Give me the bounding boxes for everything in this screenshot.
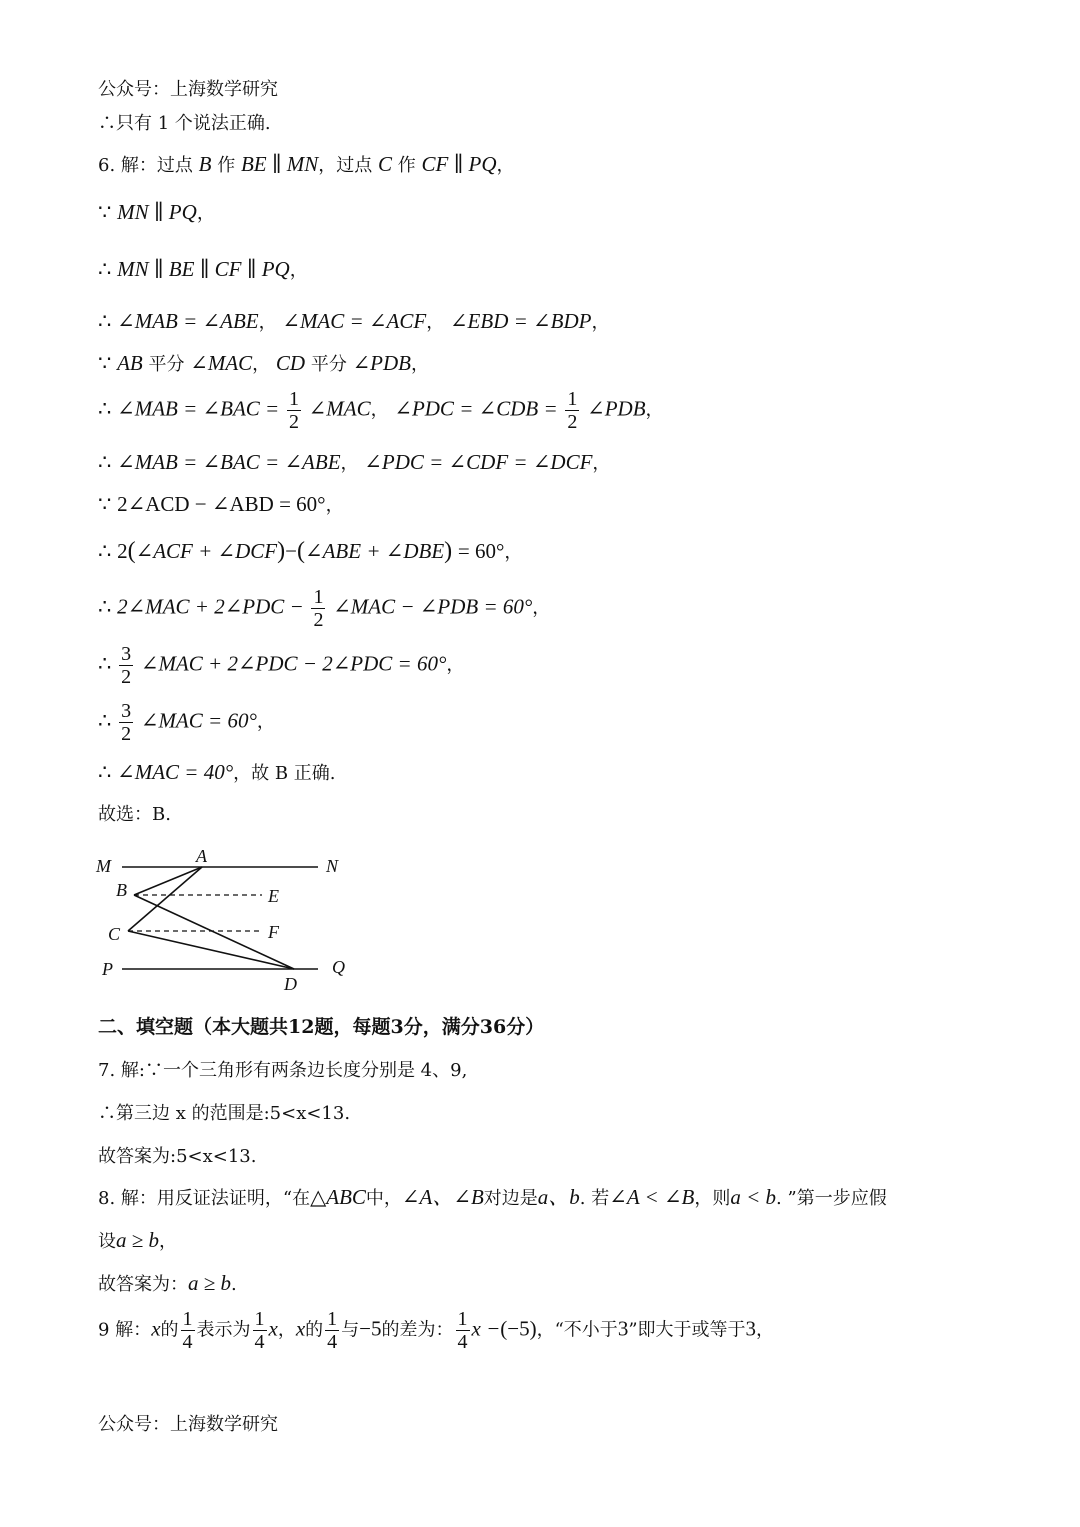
text: 平分 (148, 354, 185, 375)
q6-line-13 (98, 760, 336, 786)
formula: ∠PDC = ∠CDB = (394, 396, 558, 421)
text: ，故 B 正确. (233, 763, 336, 784)
paren-open: ( (296, 538, 305, 564)
therefore-symbol: ∴ (98, 309, 112, 333)
paren-close: ) (444, 538, 453, 564)
comma: ， (256, 711, 275, 733)
number: 3 (617, 1316, 629, 1341)
q6-line-8 (98, 492, 344, 518)
text: 设 (98, 1231, 116, 1252)
q6-answer: 故选：B. (98, 804, 171, 825)
point-b: B (198, 152, 212, 176)
comma: ， (252, 354, 271, 375)
q6-line-4 (98, 309, 609, 335)
text: ，则 (694, 1188, 731, 1209)
coefficient: 2 (117, 539, 128, 563)
q7-line-1: 7. 解:∵一个三角形有两条边长度分别是 4、9, (98, 1060, 468, 1081)
q6-line-7 (98, 450, 610, 476)
fraction-quarter: $\frac{1}{4}$ (254, 1308, 265, 1353)
q6-intro: 6. 解：过点 (98, 155, 193, 176)
formula: 2∠ACD − ∠ABD = 60° (117, 492, 326, 516)
q8-line-2 (98, 1228, 177, 1254)
heading-text: 二、填空题（本大题共 (98, 1016, 289, 1038)
q6-verb-2: 作 (397, 155, 416, 176)
therefore-symbol: ∴ (98, 594, 112, 619)
comma: ， (496, 155, 515, 176)
text: 8. 解：用反证法证明，“在 (98, 1188, 311, 1209)
formula: MN ∥ PQ (117, 200, 197, 224)
formula: a ≥ b (116, 1228, 160, 1252)
q5-conclusion: ∴只有 1 个说法正确. (98, 113, 271, 134)
fraction-half: $\frac{1}{2}$ (288, 388, 299, 433)
heading-number: 12 (288, 1016, 315, 1038)
comma: ， (532, 597, 551, 619)
section-heading (98, 1015, 544, 1039)
text: . (231, 1274, 237, 1295)
q6-line-3 (98, 257, 308, 283)
comma: ， (258, 312, 277, 333)
formula: ∠A < ∠B (609, 1185, 695, 1209)
comma: ， (370, 399, 389, 421)
fraction-half: $\frac{1}{2}$ (567, 388, 578, 433)
text: ， (277, 1319, 296, 1341)
text: 平分 (310, 354, 347, 375)
formula: ∠ACF + ∠DCF (135, 539, 278, 563)
formula: x − (471, 1316, 501, 1341)
formula: ∠MAC = 60° (140, 708, 257, 733)
page-footer: 公众号：上海数学研究 (98, 1414, 278, 1435)
text: ，“不小于 (536, 1319, 618, 1341)
comma: ， (196, 203, 215, 224)
label-f: F (268, 922, 279, 942)
q7-line-2: ∴第三边 x 的范围是:5<x<13. (98, 1103, 351, 1124)
parallel-be-mn: BE ∥ MN (240, 152, 319, 176)
q8-line-3 (98, 1271, 237, 1297)
segment-ab (134, 867, 202, 895)
comma: ， (446, 654, 465, 676)
q6-line-11 (98, 643, 464, 688)
q6-line-10 (98, 586, 550, 631)
text: ， (159, 1231, 178, 1252)
comma: ， (591, 312, 610, 333)
number: 3 (745, 1316, 757, 1341)
comma: ， (645, 399, 664, 421)
formula: a ≥ b (188, 1271, 232, 1295)
text: 对边是 (483, 1188, 538, 1209)
point-c: C (378, 152, 393, 176)
fraction-quarter: $\frac{1}{4}$ (457, 1308, 468, 1353)
text: 与 (341, 1319, 360, 1341)
therefore-symbol: ∴ (98, 257, 112, 281)
formula: 2∠MAC + 2∠PDC − (117, 594, 304, 619)
geometry-diagram (90, 840, 370, 1000)
formula: AB (117, 351, 143, 375)
label-p: P (102, 959, 113, 979)
text: 9 解： (98, 1319, 152, 1341)
parallel-cf-pq: CF ∥ PQ (421, 152, 497, 176)
q6-line-6 (98, 388, 664, 433)
formula: ∠MAC = ∠ACF (282, 309, 427, 333)
formula: a < b (730, 1185, 777, 1209)
fraction-quarter: $\frac{1}{4}$ (327, 1308, 338, 1353)
label-b: B (116, 880, 127, 900)
label-a: A (196, 846, 207, 866)
formula: ∠PDC = ∠CDF = ∠DCF (364, 450, 593, 474)
q8-line-1 (98, 1185, 887, 1211)
fraction-three-halves: $\frac{3}{2}$ (121, 643, 132, 688)
formula: ∠MAC = 40° (117, 760, 234, 784)
text: 故答案为： (98, 1274, 188, 1295)
heading-number: 36 (479, 1016, 507, 1038)
comma: ， (325, 495, 344, 516)
text: 表示为 (196, 1319, 251, 1341)
heading-text: 分，满分 (403, 1016, 480, 1038)
therefore-symbol: ∴ (98, 539, 112, 563)
q6-line-1 (98, 152, 515, 178)
formula: ∠MAC − ∠PDB = 60° (333, 594, 533, 619)
heading-number: 3 (390, 1016, 404, 1038)
formula: (−5) (500, 1316, 537, 1341)
therefore-symbol: ∴ (98, 396, 112, 421)
therefore-symbol: ∴ (98, 708, 112, 733)
comma: ， (289, 260, 308, 281)
formula: ∠MAB = ∠BAC = ∠ABE (117, 450, 341, 474)
q6-line-5 (98, 351, 429, 377)
therefore-symbol: ∴ (98, 651, 112, 676)
fraction-half: $\frac{1}{2}$ (313, 586, 324, 631)
because-symbol: ∵ (98, 351, 112, 375)
comma: ， (504, 542, 523, 563)
paren-open: ( (127, 538, 136, 564)
q6-line-9 (98, 539, 522, 565)
q6-line-2 (98, 200, 215, 226)
comma: ， (410, 354, 429, 375)
variable-x: x (151, 1316, 161, 1341)
because-symbol: ∵ (98, 492, 112, 516)
text: 的 (305, 1319, 324, 1341)
formula: = 60° (457, 539, 505, 563)
therefore-symbol: ∴ (98, 760, 112, 784)
label-e: E (268, 886, 279, 906)
text: 的差为： (381, 1319, 454, 1341)
formula: ∠ABE + ∠DBE (304, 539, 445, 563)
text: 中， (365, 1188, 402, 1209)
formula: ∠A、∠B (401, 1185, 484, 1209)
minus: − (285, 539, 297, 563)
formula: ∠MAB = ∠ABE (117, 309, 259, 333)
label-m: M (96, 856, 111, 876)
variable-x: x (268, 1316, 278, 1341)
formula: a、b (537, 1185, 580, 1209)
comma: ， (340, 453, 359, 474)
heading-text: 分） (506, 1016, 545, 1038)
formula: ∠MAC (190, 351, 253, 375)
text: ”即大于或等于 (628, 1319, 746, 1341)
q6-line-12 (98, 700, 275, 745)
label-d: D (284, 974, 297, 994)
text: . ”第一步应假 (776, 1188, 887, 1209)
number: −5 (359, 1316, 382, 1341)
q6-verb: 作 (217, 155, 236, 176)
q9-line-1 (98, 1308, 774, 1353)
text: 的 (160, 1319, 179, 1341)
comma: ， (592, 453, 611, 474)
comma: ， (426, 312, 445, 333)
q6-intro-c: ，过点 (318, 155, 373, 176)
label-q: Q (332, 957, 345, 977)
fraction-three-halves: $\frac{3}{2}$ (121, 700, 132, 745)
formula: △ABC (310, 1185, 366, 1209)
label-c: C (108, 924, 121, 944)
label-n: N (326, 856, 339, 876)
paren-close: ) (277, 538, 286, 564)
formula: MN ∥ BE ∥ CF ∥ PQ (117, 257, 290, 281)
heading-text: 题，每题 (314, 1016, 391, 1038)
page-header: 公众号：上海数学研究 (98, 79, 278, 100)
fraction-quarter: $\frac{1}{4}$ (182, 1308, 193, 1353)
formula: ∠MAC (308, 396, 371, 421)
text: ， (756, 1319, 775, 1341)
formula: CD (275, 351, 306, 375)
formula: ∠MAC + 2∠PDC − 2∠PDC = 60° (140, 651, 447, 676)
q7-line-3: 故答案为:5<x<13. (98, 1146, 257, 1167)
because-symbol: ∵ (98, 200, 112, 224)
formula: ∠MAB = ∠BAC = (117, 396, 280, 421)
formula: ∠EBD = ∠BDP (449, 309, 592, 333)
formula: ∠PDB (352, 351, 411, 375)
text: . 若 (579, 1188, 610, 1209)
variable-x: x (295, 1316, 306, 1341)
formula: ∠PDB (587, 396, 646, 421)
therefore-symbol: ∴ (98, 450, 112, 474)
